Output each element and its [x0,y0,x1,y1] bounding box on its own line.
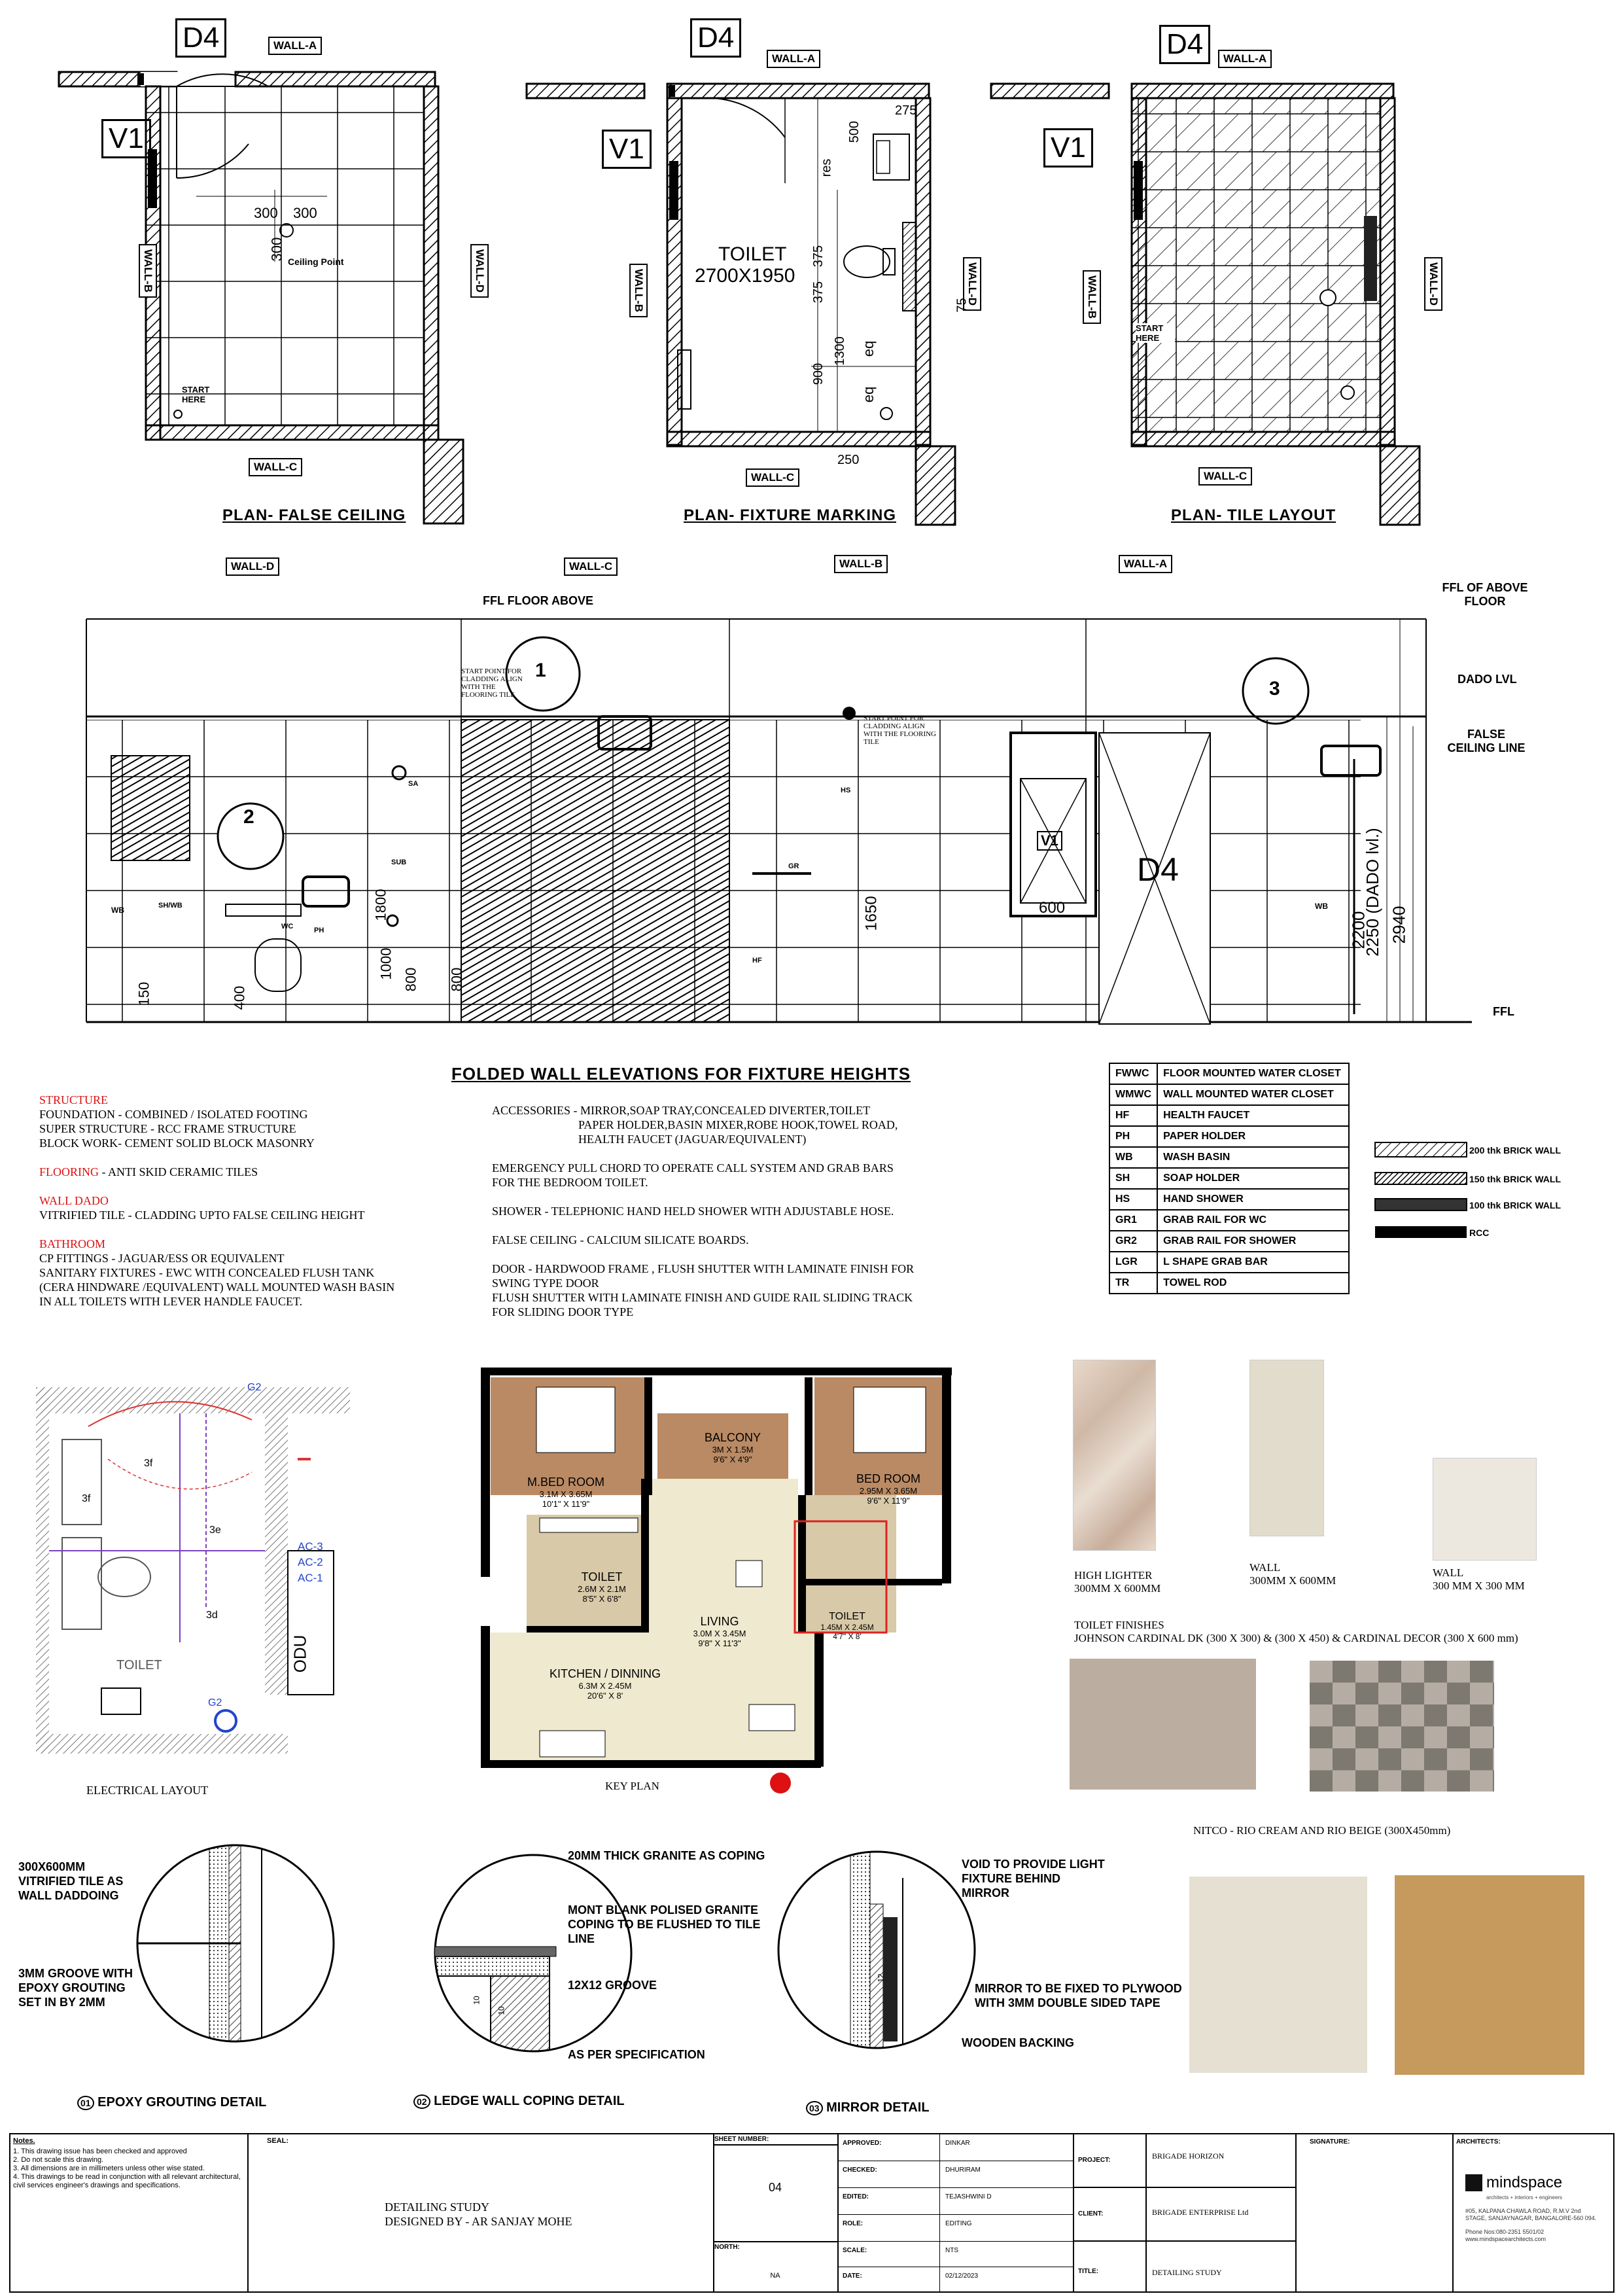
start-point-2: START POINT FOR CLADDING ALIGN WITH THE FLOORING TILE [864,715,937,746]
legend-desc: TOWEL ROD [1157,1273,1349,1294]
detail1-num: 01 [77,2096,94,2110]
tag-sub: SUB [391,858,407,866]
kp-room-m: 6.3M X 2.45M [578,1681,632,1691]
bathroom-heading: BATHROOM [39,1237,106,1250]
key-plan-title: KEY PLAN [605,1780,659,1792]
tb-north-h: NORTH: [714,2244,740,2251]
legend-desc: WALL MOUNTED WATER CLOSET [1157,1084,1349,1105]
plan2-dim-res: res [819,158,834,177]
tb-edited: TEJASHWINI D [945,2193,992,2200]
structure-line-1: FOUNDATION - COMBINED / ISOLATED FOOTING [39,1108,308,1121]
kp-room-m: 2.6M X 2.1M [578,1584,626,1594]
tb-project-h: PROJECT: [1073,2134,1147,2187]
tb-approved-h: APPROVED: [837,2134,940,2161]
rio-cream-swatch [1189,1877,1367,2073]
plan1-wall-d: WALL-D [470,244,489,298]
legend-code: SH [1109,1168,1157,1189]
tb-address: #05, KALPANA CHAWLA ROAD, R.M.V 2nd STAGE, SANJAYNAGAR, BANGALORE-560 094. [1465,2208,1597,2221]
plan3-window-tag: V1 [1043,128,1093,168]
kp-room-name: M.BED ROOM [527,1475,604,1489]
acc-line-12: SWING TYPE DOOR [492,1277,599,1290]
hatch-150: 150 thk BRICK WALL [1469,1174,1562,1184]
structure-line-3: BLOCK WORK- CEMENT SOLID BLOCK MASONRY [39,1137,315,1150]
plan2-dim-375a: 375 [811,245,826,268]
elec-ac2: AC-2 [298,1556,323,1568]
elev-door-tag: D4 [1137,851,1179,888]
legend-desc: PAPER HOLDER [1157,1126,1349,1147]
rio-beige-swatch [1395,1875,1584,2075]
elevation-svg [0,543,1623,1060]
tb-note-1: 1. This drawing issue has been checked and approved [13,2147,187,2155]
bath-line-1: CP FITTINGS - JAGUAR/ESS OR EQUIVALENT [39,1252,285,1265]
kp-room-name: TOILET [829,1611,865,1622]
plan1-start-label: START HERE [182,385,210,404]
tb-row [837,2242,1073,2267]
plan3-wall-a: WALL-A [1218,50,1272,68]
acc-line-2: HEALTH FAUCET (JAGUAR/EQUIVALENT) [578,1133,807,1146]
acc-line-14: FOR SLIDING DOOR TYPE [492,1305,634,1318]
kp-room-name: TOILET [581,1570,623,1583]
tb-study-block [385,2200,572,2229]
detail2-note-4: AS PER SPECIFICATION [568,2048,705,2061]
kp-living [677,1615,762,1648]
flooring-text: - ANTI SKID CERAMIC TILES [101,1165,258,1178]
kp-room-m: 1.45M X 2.45M [820,1623,874,1632]
tile-size: 300 MM X 300 MM [1433,1580,1525,1592]
tile-name: HIGH LIGHTER [1074,1569,1153,1581]
plan2-wall-c: WALL-C [746,468,799,487]
plan2-eq2: eq [860,386,877,403]
detail3-note-2: MIRROR TO BE FIXED TO PLYWOOD WITH 3MM DOUBLE SIDED TAPE [975,1982,1182,2009]
legend-code: HF [1109,1105,1157,1126]
wall-tile-swatch [1249,1360,1324,1536]
plan2-title: PLAN- FIXTURE MARKING [684,506,896,524]
tile-name: WALL [1433,1566,1464,1579]
plan3-wall-d: WALL-D [1424,257,1442,311]
elev-dim-800a: 800 [402,967,419,992]
legend-desc: HAND SHOWER [1157,1189,1349,1210]
plan2-wall-d: WALL-D [963,257,981,311]
highlighter-tile-swatch [1073,1360,1156,1551]
tb-project-name: BRIGADE HORIZON [1152,2151,1225,2161]
hatch-200: 200 thk BRICK WALL [1469,1145,1562,1156]
detail2-note-1: 20MM THICK GRANITE AS COPING [568,1849,765,1862]
plan1-wall-a: WALL-A [268,37,322,55]
plan3-wall-b: WALL-B [1083,270,1101,324]
acc-line-9: FALSE CEILING - CALCIUM SILICATE BOARDS. [492,1233,749,1246]
legend-desc: GRAB RAIL FOR WC [1157,1210,1349,1231]
legend-code: HS [1109,1189,1157,1210]
detail3-note-3: WOODEN BACKING [962,2036,1074,2049]
kp-room-ft: 20'6" X 8' [587,1691,623,1701]
tb-row [837,2215,1073,2242]
plan2-dim-250: 250 [837,453,860,467]
legend-desc: SOAP HOLDER [1157,1168,1349,1189]
tb-client: BRIGADE ENTERPRISE Ltd [1152,2208,1249,2217]
ceiling-point-label: Ceiling Point [288,256,344,267]
toilet-finishes-heading: TOILET FINISHES [1074,1619,1164,1631]
tb-address-block [1465,2208,1603,2243]
tb-row [1073,2242,1295,2293]
tag-hs: HS [841,786,851,794]
detail2-caption [413,2094,625,2109]
tb-sheet-cell [713,2134,839,2291]
legend-code: TR [1109,1273,1157,1294]
acc-line-13: FLUSH SHUTTER WITH LAMINATE FINISH AND GUIDE RAIL SLIDING TRACK [492,1291,913,1304]
legend-desc: WASH BASIN [1157,1147,1349,1168]
tile-size: 300MM X 600MM [1074,1582,1161,1595]
tb-date-h: DATE: [837,2267,940,2292]
tb-seal: SEAL: [267,2137,288,2145]
callout-1: 1 [535,660,546,681]
accessories-notes [492,1103,963,1319]
structure-line-2: SUPER STRUCTURE - RCC FRAME STRUCTURE [39,1122,296,1135]
elec-3f-b: 3f [82,1493,91,1504]
tb-study: DETAILING STUDY [385,2200,490,2214]
tb-note-2: 2. Do not scale this drawing. [13,2156,104,2164]
legend-row [1109,1210,1349,1231]
plan1-window-tag: V1 [101,119,151,158]
tb-row [837,2267,1073,2292]
tb-checked: DHURIRAM [945,2166,981,2174]
hatch-legend-svg [1374,1141,1472,1246]
elev-dim-800b: 800 [448,967,465,992]
detail2-note-3: 12X12 GROOVE [568,1979,657,1992]
tb-architects-h: ARCHITECTS: [1456,2138,1501,2146]
plan1-wall-c: WALL-C [249,458,302,476]
acc-line-5: FOR THE BEDROOM TOILET. [492,1176,648,1189]
detail1-title: EPOXY GROUTING DETAIL [97,2095,267,2110]
legend-row [1109,1084,1349,1105]
toilet-finishes-note [1074,1619,1518,1645]
tb-role: EDITING [945,2220,972,2227]
tb-sheet: 04 [713,2146,837,2242]
tb-client-h: CLIENT: [1073,2188,1147,2240]
elev-dim-2250: 2250 (DADO lvl.) [1362,828,1382,957]
kp-room-ft: 9'8" X 11'3" [698,1638,741,1648]
legend-code: GR1 [1109,1210,1157,1231]
elec-ac1: AC-1 [298,1572,323,1584]
ffl-label: FFL [1493,1005,1514,1018]
tag-wb1: WB [111,906,124,915]
tb-notes-heading: Notes. [13,2137,35,2145]
legend-code: PH [1109,1126,1157,1147]
legend-desc: FLOOR MOUNTED WATER CLOSET [1157,1063,1349,1084]
tb-edited-h: EDITED: [837,2188,940,2214]
plan-fixture-marking [527,84,955,525]
plan2-dim-375b: 375 [811,281,826,304]
tb-role-h: ROLE: [837,2215,940,2241]
tb-row [1073,2188,1295,2242]
legend-row [1109,1105,1349,1126]
acc-line-0: ACCESSORIES - MIRROR,SOAP TRAY,CONCEALED DIVERTER,TOILET [492,1104,871,1117]
structure-heading: STRUCTURE [39,1093,109,1106]
detail3-num: 03 [806,2101,823,2115]
plan2-wall-b: WALL-B [629,264,648,317]
plan2-dim-1300: 1300 [832,336,847,366]
tag-shwb: SH/WB [158,902,183,910]
kp-room-m: 3.1M X 3.65M [539,1489,593,1499]
cardinal-dk-swatch [1070,1659,1256,1790]
ffl-of-above: FFL OF ABOVE FLOOR [1442,581,1528,608]
plans-svg [0,0,1623,543]
elev-dim-1650: 1650 [862,896,881,931]
kp-room-name: KITCHEN / DINNING [549,1667,661,1680]
legend-desc: L SHAPE GRAB BAR [1157,1252,1349,1273]
tag-ph: PH [314,927,324,934]
tb-row [1073,2134,1295,2188]
tb-signature-cell [1295,2134,1454,2291]
detail2-title: LEDGE WALL COPING DETAIL [434,2094,625,2108]
elec-3d: 3d [206,1610,218,1621]
elev-wall-c: WALL-C [564,557,618,576]
kp-room-ft: 4'7" X 8' [833,1632,862,1641]
plan2-dim-75: 75 [954,298,969,313]
kp-room-ft: 10'1" X 11'9" [542,1499,590,1509]
kp-room-m: 2.95M X 3.65M [859,1486,918,1496]
plan2-dim-900: 900 [811,362,826,385]
tb-row [837,2134,1073,2161]
legend-row [1109,1231,1349,1252]
detail2-note-2: MONT BLANK POLISED GRANITE COPING TO BE FLUSHED TO TILE LINE [568,1903,761,1945]
callout-3: 3 [1269,678,1280,699]
elev-wall-a: WALL-A [1119,555,1172,573]
tb-scale: NTS [945,2247,958,2254]
plan2-window-tag: V1 [602,130,652,169]
elec-g2-top: G2 [247,1382,262,1393]
tb-note-3: 3. All dimensions are in millimeters unless other wise stated. [13,2164,205,2172]
kp-toilet2 [811,1611,883,1641]
tile-label-wall-square [1433,1566,1525,1593]
tb-approved: DINKAR [945,2140,970,2147]
dado-text: VITRIFIED TILE - CLADDING UPTO FALSE CEILING HEIGHT [39,1209,365,1222]
legend-row [1109,1189,1349,1210]
kp-room-name: BALCONY [704,1431,761,1444]
detail3-note-1: VOID TO PROVIDE LIGHT FIXTURE BEHIND MIRROR [962,1858,1105,1899]
tile-size: 300MM X 600MM [1249,1574,1336,1587]
detail2-dim-b: 10 [497,2006,506,2015]
detail3-dim: 12 [876,1973,886,1983]
nitco-note: NITCO - RIO CREAM AND RIO BEIGE (300X450mm) [1193,1824,1451,1837]
legend-desc: GRAB RAIL FOR SHOWER [1157,1231,1349,1252]
tb-seal-cell [247,2134,714,2291]
plan2-dim-275: 275 [895,103,917,118]
elec-odu: ODU [290,1634,310,1673]
elev-dim-1800: 1800 [372,889,389,921]
legend-row [1109,1063,1349,1084]
elev-dim-400: 400 [231,985,248,1010]
cardinal-decor-swatch [1310,1661,1494,1792]
detail1-caption [77,2095,266,2110]
legend-code: WMWC [1109,1084,1157,1105]
tb-title-h: TITLE: [1073,2242,1147,2293]
tb-row [837,2188,1073,2215]
tb-project [1073,2134,1297,2291]
detail3-title: MIRROR DETAIL [826,2100,930,2115]
title-block [9,2133,1614,2293]
tb-signature-h: SIGNATURE: [1310,2138,1350,2146]
plan1-wall-b: WALL-B [139,244,157,298]
elec-ac3: AC-3 [298,1540,323,1553]
spec-notes [39,1093,445,1309]
legend-code: GR2 [1109,1231,1157,1252]
legend-row [1109,1147,1349,1168]
acc-line-1: PAPER HOLDER,BASIN MIXER,ROBE HOOK,TOWEL ROAD, [578,1118,898,1131]
tb-scale-h: SCALE: [837,2242,940,2267]
tb-notes-cell [10,2134,249,2291]
tb-approvals [837,2134,1074,2291]
key-plan-svg [474,1351,985,1796]
detail2-num: 02 [413,2094,430,2109]
legend-row [1109,1126,1349,1147]
tag-sa: SA [408,780,419,788]
false-ceiling-line: FALSE CEILING LINE [1447,728,1526,754]
elec-toilet: TOILET [116,1658,162,1672]
tile-name: WALL [1249,1561,1281,1574]
kp-room-m: 3.0M X 3.45M [693,1629,746,1638]
hatch-rcc: RCC [1469,1227,1490,1238]
kp-toilet1 [559,1570,644,1604]
plan1-dim: 300 [254,205,278,221]
kp-room-ft: 9'6" X 4'9" [713,1455,752,1464]
plan3-start-label: START HERE [1136,323,1175,343]
elec-g2-bottom: G2 [208,1697,222,1708]
tag-hf: HF [752,957,762,964]
tb-note-4: 4. This drawings to be read in conjunction with all relevant architectural, civil services engineer's drawings and specifications. [13,2173,241,2189]
dado-heading: WALL DADO [39,1194,109,1207]
detail3-caption [806,2100,930,2115]
legend-desc: HEALTH FAUCET [1157,1105,1349,1126]
elev-dim-2200: 2200 [1348,911,1369,949]
tb-checked-h: CHECKED: [837,2161,940,2187]
plan3-door-tag: D4 [1159,25,1210,64]
firm-logo [1465,2174,1562,2192]
plan1-title: PLAN- FALSE CEILING [222,506,406,524]
legend-row [1109,1252,1349,1273]
elec-3f-a: 3f [144,1458,153,1469]
tag-wc: WC [281,923,294,930]
elec-3e: 3e [209,1525,221,1536]
callout-2: 2 [243,806,254,828]
flooring-heading: FLOORING [39,1165,99,1178]
kp-room-name: BED ROOM [856,1472,920,1485]
plan3-wall-c: WALL-C [1198,467,1252,486]
elev-window-tag: V1 [1037,831,1062,851]
elev-dim-600: 600 [1039,899,1066,917]
detail1-note-1: 300X600MM VITRIFIED TILE AS WALL DADDOING [18,1860,124,1902]
kp-kitchen [533,1667,677,1701]
acc-line-4: EMERGENCY PULL CHORD TO OPERATE CALL SYSTEM AND GRAB BARS [492,1161,894,1174]
dado-level: DADO LVL [1457,673,1517,686]
wall-square-tile-swatch [1433,1458,1537,1561]
tb-date: 02/12/2023 [945,2272,979,2280]
firm-logo-icon [1465,2174,1482,2191]
fixture-legend [1109,1063,1350,1294]
toilet-finishes-text: JOHNSON CARDINAL DK (300 X 300) & (300 X 450) & CARDINAL DECOR (300 X 600 mm) [1074,1632,1518,1644]
elev-wall-d: WALL-D [226,557,279,576]
legend-row [1109,1273,1349,1294]
legend-code: WB [1109,1147,1157,1168]
bath-line-3: (CERA HINDWARE /EQUIVALENT) WALL MOUNTED WASH BASIN [39,1280,395,1294]
acc-line-11: DOOR - HARDWOOD FRAME , FLUSH SHUTTER WITH LAMINATE FINISH FOR [492,1262,915,1275]
start-point-1: START POINT FOR CLADDING ALIGN WITH THE FLOORING TILE [461,667,523,699]
tb-notes-body [10,2147,247,2190]
plan3-title: PLAN- TILE LAYOUT [1171,506,1336,524]
elev-wall-b: WALL-B [834,555,888,573]
elev-dim-1000: 1000 [377,947,394,980]
plan2-room: TOILET [718,243,787,265]
tb-north: NA [770,2272,780,2280]
electrical-title: ELECTRICAL LAYOUT [86,1784,209,1797]
tb-sheet-h: SHEET NUMBER: [713,2134,837,2146]
plan2-door-tag: D4 [690,18,741,58]
plan2-wall-a: WALL-A [767,50,820,68]
tb-designed: DESIGNED BY - AR SANJAY MOHE [385,2215,572,2228]
plan1-dim3: 300 [268,237,285,262]
legend-row [1109,1168,1349,1189]
legend-code: LGR [1109,1252,1157,1273]
hatch-100: 100 thk BRICK WALL [1469,1200,1562,1210]
acc-line-7: SHOWER - TELEPHONIC HAND HELD SHOWER WITH ADJUSTABLE HOSE. [492,1205,894,1218]
tb-firm: mindspace [1486,2174,1563,2191]
legend-code: FWWC [1109,1063,1157,1084]
tb-row [837,2161,1073,2188]
kp-room-ft: 9'6" X 11'9" [867,1496,910,1506]
bath-line-4: IN ALL TOILETS WITH LEVER HANDLE FAUCET. [39,1295,303,1308]
elevation-title: FOLDED WALL ELEVATIONS FOR FIXTURE HEIGHTS [451,1064,911,1084]
kp-bed [843,1472,934,1506]
kp-room-ft: 8'5" X 6'8" [582,1594,621,1604]
plan2-size: 2700X1950 [695,265,795,287]
kp-room-m: 3M X 1.5M [712,1445,754,1455]
detail2-dim-a: 10 [472,1996,481,2005]
plan1-door-tag: D4 [175,18,226,58]
tag-wb2: WB [1315,902,1328,911]
plan2-eq1: eq [860,340,877,357]
tb-phone: Phone Nos:080-2351 5501/02 [1465,2229,1544,2235]
elev-dim-2940: 2940 [1389,906,1409,944]
tag-gr: GR [788,862,799,870]
tb-title: DETAILING STUDY [1152,2268,1222,2277]
tile-label-wall [1249,1561,1336,1587]
tb-architect-cell [1452,2134,1612,2291]
bath-line-2: SANITARY FIXTURES - EWC WITH CONCEALED FLUSH TANK [39,1266,375,1279]
detail1-note-2: 3MM GROOVE WITH EPOXY GROUTING SET IN BY 2MM [18,1967,133,2009]
elev-dim-150: 150 [135,981,152,1006]
tb-web: www.mindspacearchitects.com [1465,2236,1546,2242]
plan1-dim2: 300 [293,205,317,221]
plan2-dim-500: 500 [847,120,862,143]
kp-room-name: LIVING [700,1615,739,1628]
tile-label-highlighter [1074,1569,1161,1595]
kp-balcony [697,1431,769,1464]
tb-firm-sub: architects + interiors + engineers [1486,2195,1563,2200]
kp-mbed [517,1475,615,1509]
ffl-floor-above: FFL FLOOR ABOVE [483,594,593,607]
